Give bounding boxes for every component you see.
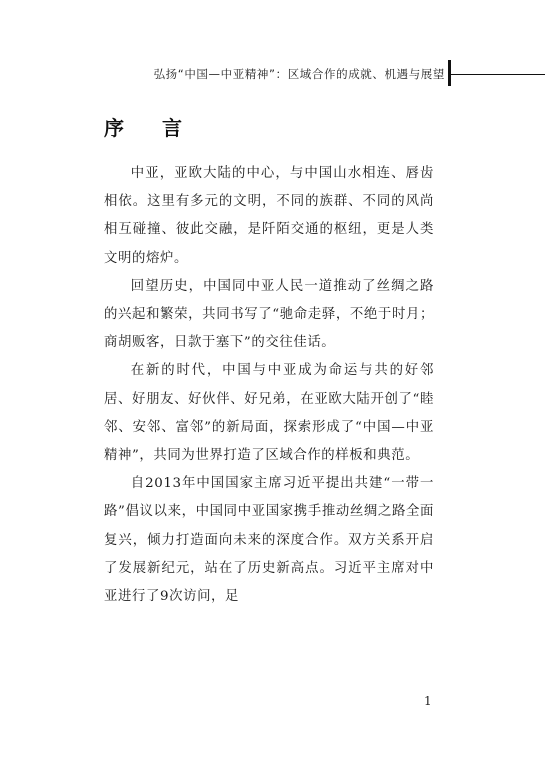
header-rule [451,74,545,75]
paragraph-4: 自2013年中国国家主席习近平提出共建“一带一路”倡议以来，中国同中亚国家携手推动丝绸之路全面复兴，倾力打造面向未来的深度合作。双方关系开启了发展新纪元，站在了历史新高点。习近平主席对中亚进行了9次访问，足 [104,476,434,605]
paragraph-3: 在新的时代，中国与中亚成为命运与共的好邻居、好朋友、好伙伴、好兄弟，在亚欧大陆开创了“睦邻、安邻、富邻”的新局面，探索形成了“中国—中亚精神”，共同为世界打造了区域合作的样板和典范。 [104,363,434,464]
running-header [0,0,545,100]
body-text [104,160,434,611]
running-title: 弘扬“中国—中亚精神”：区域合作的成就、机遇与展望 [153,67,445,81]
paragraph-2: 回望历史，中国同中亚人民一道推动了丝绸之路的兴起和繁荣，共同书写了“驰命走驿，不绝于时月；商胡贩客，日款于塞下”的交往佳话。 [104,278,434,351]
page-number: 1 [424,694,432,708]
header-vertical-bar [448,60,451,86]
section-title: 序 言 [104,116,191,140]
paragraph-1: 中亚，亚欧大陆的中心，与中国山水相连、唇齿相依。这里有多元的文明，不同的族群、不同的风尚相互碰撞、彼此交融，是阡陌交通的枢纽，更是人类文明的熔炉。 [104,166,434,266]
